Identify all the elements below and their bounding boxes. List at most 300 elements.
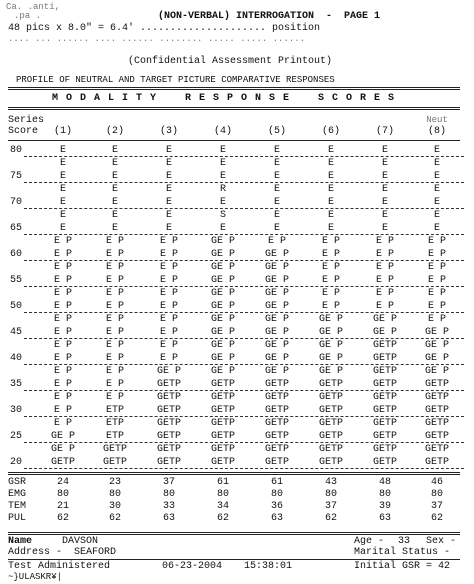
response-cell: GE P [372, 327, 397, 338]
response-cell: E P [53, 366, 72, 377]
response-cell: E [381, 158, 388, 169]
response-cell: E P [375, 288, 394, 299]
score-gridline [24, 468, 464, 469]
modality-label: EMG [8, 489, 27, 500]
response-cell: E [59, 223, 66, 234]
response-cell: E [327, 197, 334, 208]
modality-value: 61 [270, 477, 283, 488]
response-cell: E P [159, 236, 178, 247]
marital-status-label: Marital Status - [354, 547, 451, 558]
response-cell: E [381, 171, 388, 182]
response-cell: E P [427, 249, 446, 260]
score-gridline [24, 312, 464, 313]
response-cell: GETP [372, 353, 397, 364]
response-cell: E P [105, 314, 124, 325]
response-cell: E [165, 210, 172, 221]
response-cell: GETP [372, 405, 397, 416]
response-cell: E P [321, 262, 340, 273]
score-label-row: 60 [10, 249, 23, 260]
modality-value: 37 [324, 501, 337, 512]
response-cell: E [327, 171, 334, 182]
response-cell: GETP [210, 444, 235, 455]
score-label-row: 75 [10, 171, 23, 182]
response-cell: E P [53, 379, 72, 390]
modality-value: 43 [324, 477, 337, 488]
modality-value: 63 [162, 513, 175, 524]
response-cell: GE P [264, 327, 289, 338]
response-cell: E [327, 210, 334, 221]
subject-rule [8, 532, 460, 535]
response-cell: GETP [210, 405, 235, 416]
score-label-row: 55 [10, 275, 23, 286]
response-cell: GETP [424, 418, 449, 429]
modality-value: 61 [216, 477, 229, 488]
response-cell: E P [105, 262, 124, 273]
response-cell: GETP [372, 366, 397, 377]
score-label-row: 50 [10, 301, 23, 312]
score-label: Score [8, 126, 39, 137]
smudge-text: Ca. .anti, [6, 2, 61, 12]
response-cell: GETP [156, 418, 181, 429]
response-cell: GE P [210, 249, 235, 260]
response-cell: GETP [264, 392, 289, 403]
response-cell: GETP [318, 431, 343, 442]
modality-value: 24 [56, 477, 69, 488]
modality-value: 21 [56, 501, 69, 512]
profile-rule [8, 87, 460, 90]
response-cell: E P [105, 392, 124, 403]
response-cell: E [165, 145, 172, 156]
modality-value: 36 [270, 501, 283, 512]
response-cell: E [219, 145, 226, 156]
response-cell: GE P [424, 353, 449, 364]
column-number-5: (5) [267, 126, 286, 137]
response-cell: GETP [372, 379, 397, 390]
response-cell: E [433, 210, 440, 221]
response-cell: E P [375, 262, 394, 273]
score-gridline [24, 260, 464, 261]
response-cell: E P [375, 301, 394, 312]
age-label: Age - [354, 536, 385, 547]
response-cell: GETP [156, 431, 181, 442]
score-label-row: 40 [10, 353, 23, 364]
name-label: Name [8, 536, 33, 547]
response-cell: E [433, 197, 440, 208]
response-cell: E P [159, 288, 178, 299]
response-cell: E P [53, 236, 72, 247]
response-cell: E P [53, 418, 72, 429]
score-label-row: 65 [10, 223, 23, 234]
score-label-row: 70 [10, 197, 23, 208]
response-cell: E [273, 171, 280, 182]
response-cell: E [273, 197, 280, 208]
profile-heading: PROFILE OF NEUTRAL AND TARGET PICTURE COMPARATIVE RESPONSES [16, 75, 335, 85]
test-rule [8, 559, 460, 560]
response-cell: E [59, 158, 66, 169]
score-label-row: 35 [10, 379, 23, 390]
response-cell: E P [105, 236, 124, 247]
smudge-text-2: .pa . [14, 11, 42, 21]
modality-value: 63 [270, 513, 283, 524]
modality-value: 23 [108, 477, 121, 488]
response-cell: E P [267, 236, 286, 247]
response-cell: GE P [318, 353, 343, 364]
response-cell: E [381, 184, 388, 195]
score-gridline [24, 182, 464, 183]
response-cell: GETP [264, 444, 289, 455]
response-cell: E [219, 223, 226, 234]
response-cell: E P [321, 236, 340, 247]
response-cell: E P [159, 301, 178, 312]
response-cell: E P [105, 353, 124, 364]
score-gridline [24, 156, 464, 157]
response-cell: E [111, 171, 118, 182]
response-cell: GETP [318, 392, 343, 403]
response-cell: E P [159, 262, 178, 273]
grid-bottom-rule [8, 472, 460, 475]
response-cell: E P [375, 275, 394, 286]
response-cell: GE P [210, 288, 235, 299]
response-cell: GE P [210, 301, 235, 312]
response-cell: E P [105, 301, 124, 312]
modality-heading: M O D A L I T Y R E S P O N S E S C O R E S [52, 93, 396, 104]
response-cell: GETP [156, 379, 181, 390]
response-cell: GE P [156, 366, 181, 377]
response-cell: GETP [102, 457, 127, 468]
response-cell: GETP [102, 444, 127, 455]
response-cell: GE P [210, 262, 235, 273]
response-cell: E [433, 171, 440, 182]
response-cell: GETP [424, 379, 449, 390]
column-number-1: (1) [53, 126, 72, 137]
score-gridline [24, 442, 464, 443]
column-name-8: Neut [426, 115, 448, 125]
score-gridline [24, 338, 464, 339]
response-cell: GETP [424, 405, 449, 416]
address-label: Address - [8, 547, 63, 558]
response-cell: E P [321, 249, 340, 260]
modality-value: 62 [430, 513, 443, 524]
modality-value: 80 [162, 489, 175, 500]
response-cell: E P [427, 288, 446, 299]
response-cell: GETP [50, 457, 75, 468]
response-cell: GETP [372, 444, 397, 455]
response-cell: ETP [105, 418, 124, 429]
response-cell: GETP [372, 340, 397, 351]
response-cell: E P [105, 249, 124, 260]
response-cell: E [433, 184, 440, 195]
response-cell: E P [53, 340, 72, 351]
response-cell: GE P [264, 249, 289, 260]
test-administered-label: Test Administered [8, 561, 111, 572]
response-cell: E P [427, 262, 446, 273]
modality-value: 39 [378, 501, 391, 512]
response-cell: E P [427, 314, 446, 325]
modality-value: 62 [108, 513, 121, 524]
response-cell: E P [321, 301, 340, 312]
response-cell: GE P [50, 431, 75, 442]
response-cell: GETP [318, 418, 343, 429]
response-cell: S [219, 210, 226, 221]
modality-value: 80 [430, 489, 443, 500]
response-cell: E [111, 210, 118, 221]
response-cell: GE P [210, 327, 235, 338]
modality-value: 80 [270, 489, 283, 500]
response-cell: GETP [318, 405, 343, 416]
modality-label: TEM [8, 501, 27, 512]
response-cell: E [165, 158, 172, 169]
modality-value: 80 [324, 489, 337, 500]
response-cell: GETP [424, 392, 449, 403]
response-cell: GETP [210, 379, 235, 390]
response-cell: GETP [318, 444, 343, 455]
modality-value: 62 [56, 513, 69, 524]
response-cell: E [219, 197, 226, 208]
response-cell: E [381, 210, 388, 221]
modality-value: 46 [430, 477, 443, 488]
modality-value: 37 [430, 501, 443, 512]
response-cell: E P [159, 353, 178, 364]
modality-rule [8, 107, 460, 110]
ulaskr-code: ~}ULASKR¥| [8, 572, 63, 582]
response-cell: GE P [264, 262, 289, 273]
response-cell: GETP [424, 457, 449, 468]
response-cell: E P [105, 379, 124, 390]
initial-gsr: Initial GSR = 42 [354, 561, 451, 572]
modality-value: 34 [216, 501, 229, 512]
response-cell: GETP [156, 405, 181, 416]
modality-value: 33 [162, 501, 175, 512]
response-cell: E [381, 145, 388, 156]
response-cell: E P [321, 275, 340, 286]
response-cell: E [273, 223, 280, 234]
modality-value: 80 [378, 489, 391, 500]
response-cell: E [111, 223, 118, 234]
response-cell: E [219, 158, 226, 169]
response-cell: GE P [264, 314, 289, 325]
response-cell: E P [105, 366, 124, 377]
response-cell: GETP [318, 457, 343, 468]
modality-value: 80 [108, 489, 121, 500]
column-number-7: (7) [375, 126, 394, 137]
response-cell: E P [53, 327, 72, 338]
response-cell: GE P [424, 340, 449, 351]
response-cell: E P [53, 405, 72, 416]
modality-value: 80 [216, 489, 229, 500]
response-cell: GE P [318, 314, 343, 325]
response-cell: E P [53, 262, 72, 273]
score-gridline [24, 390, 464, 391]
response-cell: GETP [264, 405, 289, 416]
response-cell: R [219, 184, 226, 195]
response-cell: E P [53, 353, 72, 364]
response-cell: E [433, 223, 440, 234]
response-cell: E P [53, 392, 72, 403]
response-cell: E [219, 171, 226, 182]
response-cell: GETP [424, 431, 449, 442]
score-label-row: 25 [10, 431, 23, 442]
response-cell: E [327, 184, 334, 195]
response-cell: GETP [372, 457, 397, 468]
response-cell: E [433, 145, 440, 156]
response-cell: E [111, 145, 118, 156]
response-cell: E [165, 184, 172, 195]
name-value: DAVSON [62, 536, 99, 547]
response-cell: E P [427, 301, 446, 312]
modality-value: 63 [378, 513, 391, 524]
page-title: (NON-VERBAL) INTERROGATION - PAGE 1 [158, 11, 381, 22]
response-cell: E P [53, 314, 72, 325]
response-cell: GE P [264, 288, 289, 299]
response-cell: E [327, 158, 334, 169]
response-cell: GE P [264, 340, 289, 351]
column-number-8: (8) [427, 126, 446, 137]
response-cell: E [273, 184, 280, 195]
modality-value: 48 [378, 477, 391, 488]
modality-value: 62 [216, 513, 229, 524]
response-cell: GE P [210, 236, 235, 247]
response-cell: E P [105, 288, 124, 299]
response-cell: GETP [264, 457, 289, 468]
response-cell: GE P [210, 340, 235, 351]
response-cell: GE P [424, 366, 449, 377]
response-cell: GETP [210, 418, 235, 429]
response-cell: ETP [105, 405, 124, 416]
response-cell: E [59, 145, 66, 156]
sex-label: Sex - [426, 536, 457, 547]
response-cell: E P [159, 314, 178, 325]
response-cell: GETP [372, 392, 397, 403]
column-header-rule [8, 140, 460, 141]
response-cell: GETP [264, 418, 289, 429]
response-cell: E [165, 171, 172, 182]
response-cell: E P [321, 288, 340, 299]
response-cell: GETP [318, 379, 343, 390]
score-label-row: 30 [10, 405, 23, 416]
address-value: SEAFORD [74, 547, 117, 558]
response-cell: E P [375, 249, 394, 260]
response-cell: E [381, 197, 388, 208]
response-cell: E [59, 171, 66, 182]
modality-label: PUL [8, 513, 27, 524]
response-cell: GE P [318, 327, 343, 338]
response-cell: E P [105, 340, 124, 351]
response-cell: E P [159, 327, 178, 338]
confidential-label: (Confidential Assessment Printout) [128, 56, 333, 67]
response-cell: E [381, 223, 388, 234]
response-cell: E [273, 158, 280, 169]
response-cell: E [165, 223, 172, 234]
response-cell: E [111, 184, 118, 195]
score-gridline [24, 286, 464, 287]
response-cell: E [59, 184, 66, 195]
response-cell: E [273, 145, 280, 156]
test-time: 15:38:01 [244, 561, 293, 572]
response-cell: E P [159, 275, 178, 286]
response-cell: GE P [318, 340, 343, 351]
modality-label: GSR [8, 477, 27, 488]
modality-value: 80 [56, 489, 69, 500]
response-cell: GETP [156, 392, 181, 403]
response-cell: GETP [372, 431, 397, 442]
test-date: 06-23-2004 [162, 561, 223, 572]
score-gridline [24, 416, 464, 417]
response-cell: E [165, 197, 172, 208]
score-label-row: 20 [10, 457, 23, 468]
response-cell: GE P [210, 353, 235, 364]
response-cell: GETP [372, 418, 397, 429]
response-cell: E P [105, 275, 124, 286]
score-label-row: 80 [10, 145, 23, 156]
header-line-2: 48 pics x 8.0" = 6.4' ..................... position [8, 23, 321, 34]
column-number-6: (6) [321, 126, 340, 137]
column-number-4: (4) [213, 126, 232, 137]
score-gridline [24, 364, 464, 365]
response-cell: E P [53, 275, 72, 286]
response-cell: GETP [424, 444, 449, 455]
response-cell: E P [53, 301, 72, 312]
response-cell: E P [375, 236, 394, 247]
response-cell: E P [105, 327, 124, 338]
response-cell: GETP [210, 457, 235, 468]
modality-value: 37 [162, 477, 175, 488]
response-cell: E [59, 197, 66, 208]
response-cell: GETP [210, 431, 235, 442]
response-cell: GE P [264, 353, 289, 364]
response-cell: GE P [210, 366, 235, 377]
response-cell: E [433, 158, 440, 169]
response-cell: E [327, 145, 334, 156]
score-gridline [24, 208, 464, 209]
column-number-3: (3) [159, 126, 178, 137]
score-label-row: 45 [10, 327, 23, 338]
response-cell: GE P [264, 301, 289, 312]
response-cell: E P [159, 340, 178, 351]
response-cell: GE P [210, 275, 235, 286]
response-cell: GE P [50, 444, 75, 455]
score-gridline [24, 234, 464, 235]
response-cell: GETP [156, 444, 181, 455]
response-cell: E [111, 158, 118, 169]
response-cell: GE P [372, 314, 397, 325]
response-cell: GETP [210, 392, 235, 403]
response-cell: GE P [318, 366, 343, 377]
response-cell: E P [427, 236, 446, 247]
response-cell: GE P [264, 275, 289, 286]
response-cell: E P [427, 275, 446, 286]
modality-value: 62 [324, 513, 337, 524]
response-cell: GETP [264, 379, 289, 390]
header-line-3: .... ... ...... .... ...... ........ ..... ..... ...... [8, 34, 306, 44]
response-cell: GE P [264, 366, 289, 377]
response-cell: E [327, 223, 334, 234]
age-value: 33 [398, 536, 411, 547]
response-cell: GETP [156, 457, 181, 468]
response-cell: GE P [210, 314, 235, 325]
response-cell: E [273, 210, 280, 221]
response-cell: E P [53, 288, 72, 299]
response-cell: E P [53, 249, 72, 260]
response-cell: GE P [424, 327, 449, 338]
response-cell: E [111, 197, 118, 208]
response-cell: E [59, 210, 66, 221]
response-cell: ETP [105, 431, 124, 442]
modality-value: 30 [108, 501, 121, 512]
column-number-2: (2) [105, 126, 124, 137]
response-cell: E P [159, 249, 178, 260]
series-label: Series [8, 115, 45, 126]
response-cell: GETP [264, 431, 289, 442]
